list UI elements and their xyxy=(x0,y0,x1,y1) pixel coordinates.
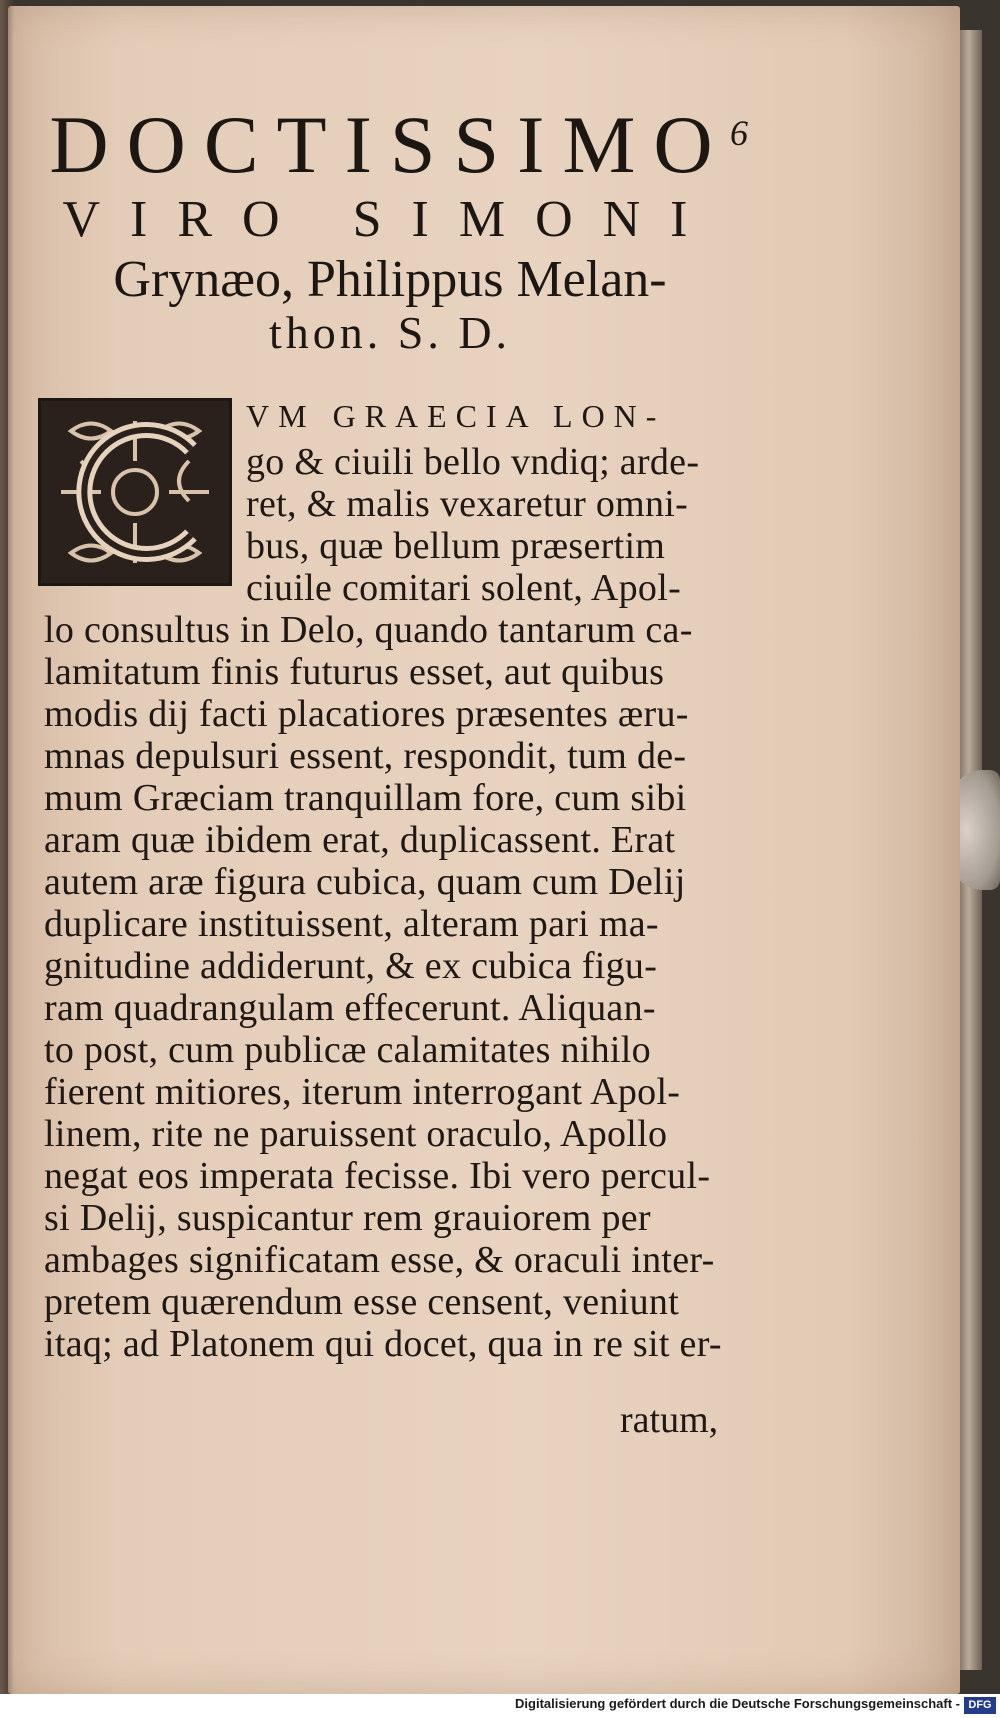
text-line-22: pretem quærendum esse censent, veniunt xyxy=(44,1281,680,1323)
text-line-8: modis dij facti placatiores præsentes æru- xyxy=(44,693,689,735)
text-line-1: VM GRAECIA LON- xyxy=(246,398,666,434)
text-line-12: autem aræ figura cubica, quam cum Delij xyxy=(44,861,686,903)
text-line-19: negat eos imperata fecisse. Ibi vero percul- xyxy=(44,1155,711,1197)
text-line-17: fierent mitiores, iterum interrogant Apol- xyxy=(44,1071,681,1113)
spine-shadow xyxy=(0,0,14,1718)
title-line-4: thon. S. D. xyxy=(268,307,512,358)
text-line-18: linem, rite ne paruissent oraculo, Apollo xyxy=(44,1113,668,1155)
text-line-7: lamitatum finis futurus esset, aut quibus xyxy=(44,651,665,693)
decorated-initial-c xyxy=(38,398,232,586)
ornamental-initial-icon xyxy=(41,401,229,583)
funding-credit: Digitalisierung gefördert durch die Deutsche Forschungsgemeinschaft - xyxy=(515,1696,960,1711)
text-line-6: lo consultus in Delo, quando tantarum ca- xyxy=(44,609,693,651)
text-line-20: si Delij, suspicantur rem grauiorem per xyxy=(44,1197,651,1239)
text-line-16: to post, cum publicæ calamitates nihilo xyxy=(44,1029,651,1071)
title-line-3: Grynæo, Philippus Melan- xyxy=(113,251,667,308)
text-line-5: ciuile comitari solent, Apol- xyxy=(246,567,682,609)
text-line-23: itaq; ad Platonem qui docet, qua in re sit er- xyxy=(44,1323,722,1365)
folio-number: 6 xyxy=(730,113,748,153)
catchword: ratum, xyxy=(620,1399,719,1441)
text-line-2: go & ciuili bello vndiq; arde- xyxy=(246,441,700,483)
dfg-logo-icon: DFG xyxy=(964,1697,996,1714)
text-line-14: gnitudine addiderunt, & ex cubica figu- xyxy=(44,945,658,987)
text-line-4: bus, quæ bellum præsertim xyxy=(246,525,666,567)
title-line-1: DOCTISSIMO xyxy=(49,99,731,190)
text-line-11: aram quæ ibidem erat, duplicassent. Erat xyxy=(44,819,676,861)
title-line-2: VIRO SIMONI xyxy=(62,191,718,248)
text-line-9: mnas depulsuri essent, respondit, tum de- xyxy=(44,735,687,777)
text-line-13: duplicare instituissent, alteram pari ma- xyxy=(44,903,659,945)
text-line-3: ret, & malis vexaretur omni- xyxy=(246,483,689,525)
footer-bar xyxy=(0,1694,1000,1718)
text-line-21: ambages significatam esse, & oraculi inter- xyxy=(44,1239,715,1281)
text-line-15: ram quadrangulam effecerunt. Aliquan- xyxy=(44,987,656,1029)
text-line-10: mum Græciam tranquillam fore, cum sibi xyxy=(44,777,687,819)
